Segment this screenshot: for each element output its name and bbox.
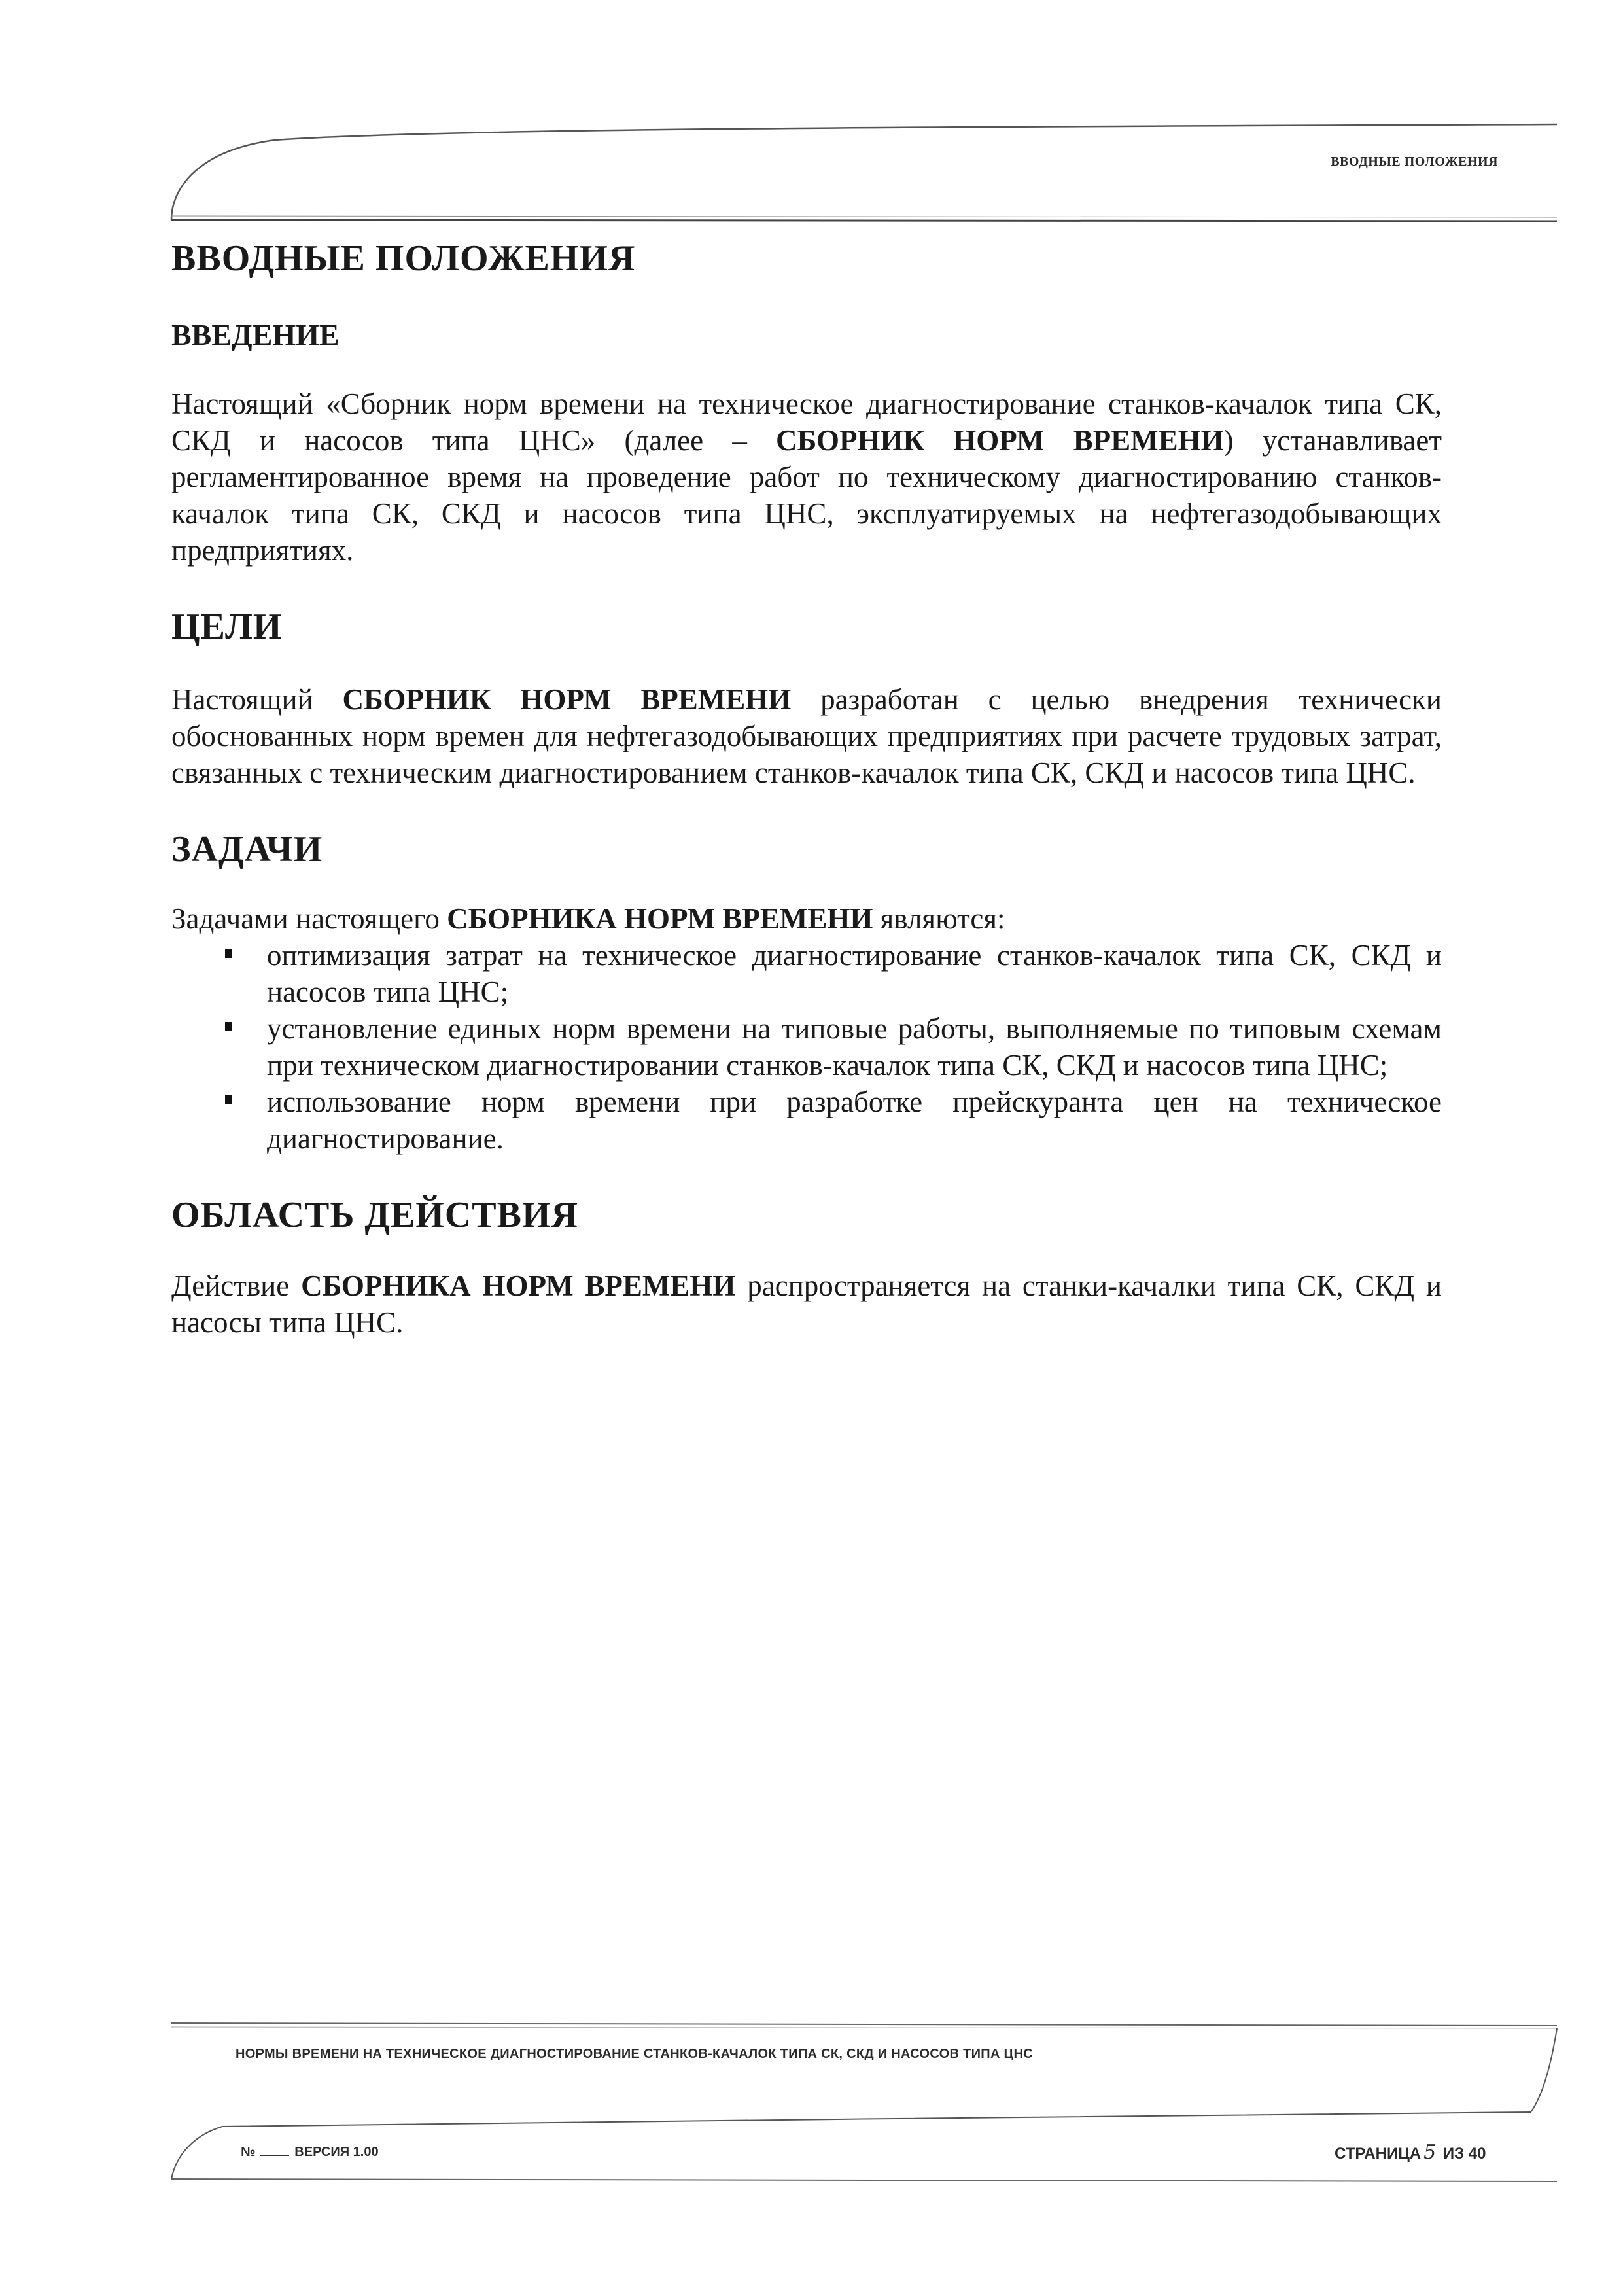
tasks-intro	[171, 900, 1442, 937]
scope-heading: ОБЛАСТЬ ДЕЙСТВИЯ	[171, 1194, 578, 1235]
list-item-text: использование норм времени при разработке прейскуранта цен на техническое диагностирование.	[267, 1085, 1442, 1155]
goals-heading: ЦЕЛИ	[171, 607, 283, 648]
tasks-intro-start: Задачами настоящего	[171, 902, 447, 935]
intro-bold-term: СБОРНИК НОРМ ВРЕМЕНИ	[776, 424, 1224, 457]
list-item	[171, 1084, 1442, 1157]
footer-version-label: ВЕРСИЯ 1.00	[294, 2145, 379, 2159]
footer-version	[241, 2145, 379, 2160]
goals-paragraph	[171, 681, 1442, 791]
tasks-intro-end: являются:	[873, 902, 1005, 935]
document-body	[171, 229, 1442, 1341]
scope-paragraph	[171, 1267, 1442, 1341]
running-header-title: ВВОДНЫЕ ПОЛОЖЕНИЯ	[1331, 154, 1498, 169]
scope-text-start: Действие	[171, 1269, 302, 1302]
goals-text-start: Настоящий	[171, 682, 343, 716]
tasks-list	[171, 937, 1442, 1157]
square-bullet-icon	[225, 1022, 232, 1031]
list-item	[171, 937, 1442, 1010]
page-label: СТРАНИЦА	[1335, 2145, 1422, 2163]
square-bullet-icon	[225, 949, 232, 958]
list-item-text: оптимизация затрат на техническое диагностирование станков-качалок типа СК, СКД и насосов типа ЦНС;	[267, 938, 1442, 1008]
square-bullet-icon	[225, 1095, 232, 1104]
goals-text-end: разработан с целью внедрения технически обоснованных норм времен для нефтегазодобывающих предприятиях при расчете трудовых затрат, связанных с техническим диагностированием станков-качалок типа СК, СКД и насосов типа ЦНС.	[171, 682, 1442, 789]
intro-text-start: Настоящий «Сборник норм времени на техническое диагностирование станков-качалок типа СК, СКД и насосов типа ЦНС» (далее –	[171, 387, 1442, 457]
scope-text-end: распространяется на станки-качалки типа СК, СКД и насосы типа ЦНС.	[171, 1269, 1442, 1339]
page-number: 5	[1423, 2141, 1437, 2164]
footer-number-label: №	[241, 2145, 256, 2159]
number-blank-line	[260, 2155, 289, 2156]
section-title: ВВОДНЫЕ ПОЛОЖЕНИЯ	[171, 238, 636, 279]
intro-text-end: ) устанавливает регламентированное время на проведение работ по техническому диагностированию станков-качалок типа СК, СКД и насосов типа ЦНС, эксплуатируемых на нефтегазодобывающих предприятиях.	[171, 424, 1442, 567]
tasks-heading: ЗАДАЧИ	[171, 828, 323, 870]
goals-bold-term: СБОРНИК НОРМ ВРЕМЕНИ	[342, 682, 792, 716]
scope-bold-term: СБОРНИКА НОРМ ВРЕМЕНИ	[301, 1269, 736, 1302]
page-total: ИЗ 40	[1442, 2145, 1486, 2163]
intro-paragraph	[171, 385, 1442, 569]
intro-heading: ВВЕДЕНИЕ	[171, 318, 340, 352]
footer-document-title: НОРМЫ ВРЕМЕНИ НА ТЕХНИЧЕСКОЕ ДИАГНОСТИРОВАНИЕ СТАНКОВ-КАЧАЛОК ТИПА СК, СКД И НАСОСОВ ТИПА ЦНС	[236, 2047, 1033, 2061]
list-item	[171, 1010, 1442, 1084]
list-item-text: установление единых норм времени на типовые работы, выполняемые по типовым схемам при техническом диагностировании станков-качалок типа СК, СКД и насосов типа ЦНС;	[267, 1012, 1442, 1082]
footer-page-counter	[1335, 2141, 1486, 2164]
tasks-bold-term: СБОРНИКА НОРМ ВРЕМЕНИ	[447, 902, 873, 935]
